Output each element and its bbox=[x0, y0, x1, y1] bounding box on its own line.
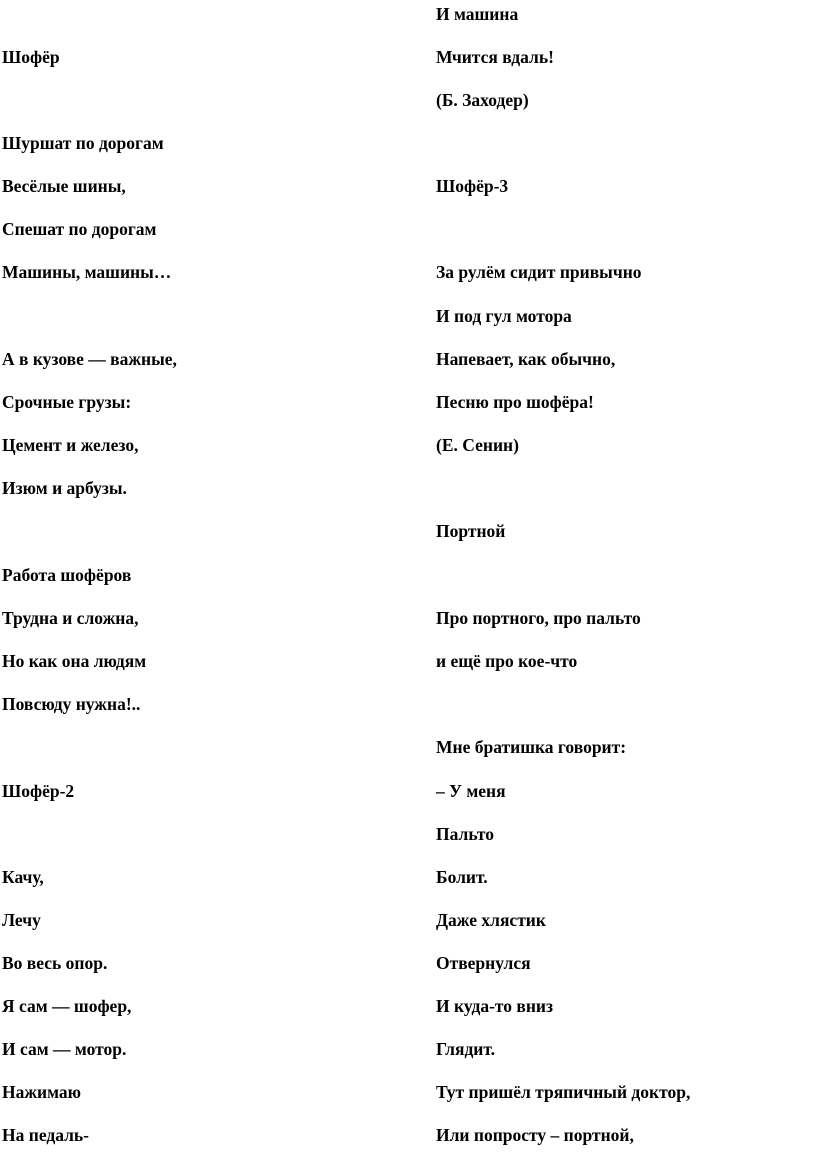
poem-line: Машины, машины… bbox=[2, 262, 172, 282]
poem-line: Цемент и железо, bbox=[2, 435, 139, 455]
poem-line: Мне братишка говорит: bbox=[436, 737, 627, 757]
poem-line: Срочные грузы: bbox=[2, 392, 132, 412]
poem-line: На педаль- bbox=[2, 1125, 90, 1145]
poem-line: За рулём сидит привычно bbox=[436, 262, 642, 282]
poem-line: И машина bbox=[436, 4, 519, 24]
poem-line: Качу, bbox=[2, 867, 44, 887]
poem-title: Портной bbox=[436, 521, 506, 541]
poem-line: Повсюду нужна!.. bbox=[2, 694, 141, 714]
poem-line: Тут пришёл тряпичный доктор, bbox=[436, 1082, 691, 1102]
poem-line: Пальто bbox=[436, 824, 495, 844]
poem-line: И сам — мотор. bbox=[2, 1039, 127, 1059]
poem-line: Глядит. bbox=[436, 1039, 496, 1059]
poem-line: Работа шофёров bbox=[2, 565, 132, 585]
poem-line: А в кузове — важные, bbox=[2, 349, 177, 369]
poem-line: Напевает, как обычно, bbox=[436, 349, 616, 369]
poem-line: Шуршат по дорогам bbox=[2, 133, 164, 153]
poem-line: Отвернулся bbox=[436, 953, 531, 973]
poem-line: – У меня bbox=[436, 781, 506, 801]
poem-line: Про портного, про пальто bbox=[436, 608, 641, 628]
poem-line: Песню про шофёра! bbox=[436, 392, 594, 412]
poem-line: Болит. bbox=[436, 867, 488, 887]
poem-line: Нажимаю bbox=[2, 1082, 82, 1102]
poem-title: Шофёр bbox=[2, 47, 60, 67]
poem-title: Шофёр-2 bbox=[2, 781, 75, 801]
poem-line: Я сам — шофер, bbox=[2, 996, 132, 1016]
poem-line: Изюм и арбузы. bbox=[2, 478, 127, 498]
poem-line: И под гул мотора bbox=[436, 306, 572, 326]
poem-author: (Е. Сенин) bbox=[436, 435, 519, 455]
poem-line: и ещё про кое-что bbox=[436, 651, 578, 671]
poem-line: Трудна и сложна, bbox=[2, 608, 139, 628]
poem-line: Спешат по дорогам bbox=[2, 219, 157, 239]
poem-line: И куда-то вниз bbox=[436, 996, 554, 1016]
poem-line: Мчится вдаль! bbox=[436, 47, 554, 67]
poem-line: Во весь опор. bbox=[2, 953, 108, 973]
poem-title: Шофёр-3 bbox=[436, 176, 509, 196]
poem-line: Или попросту – портной, bbox=[436, 1125, 634, 1145]
poem-line: Лечу bbox=[2, 910, 41, 930]
poem-author: (Б. Заходер) bbox=[436, 90, 529, 110]
poem-line: Даже хлястик bbox=[436, 910, 546, 930]
poem-line: Весёлые шины, bbox=[2, 176, 126, 196]
poem-line: Но как она людям bbox=[2, 651, 147, 671]
